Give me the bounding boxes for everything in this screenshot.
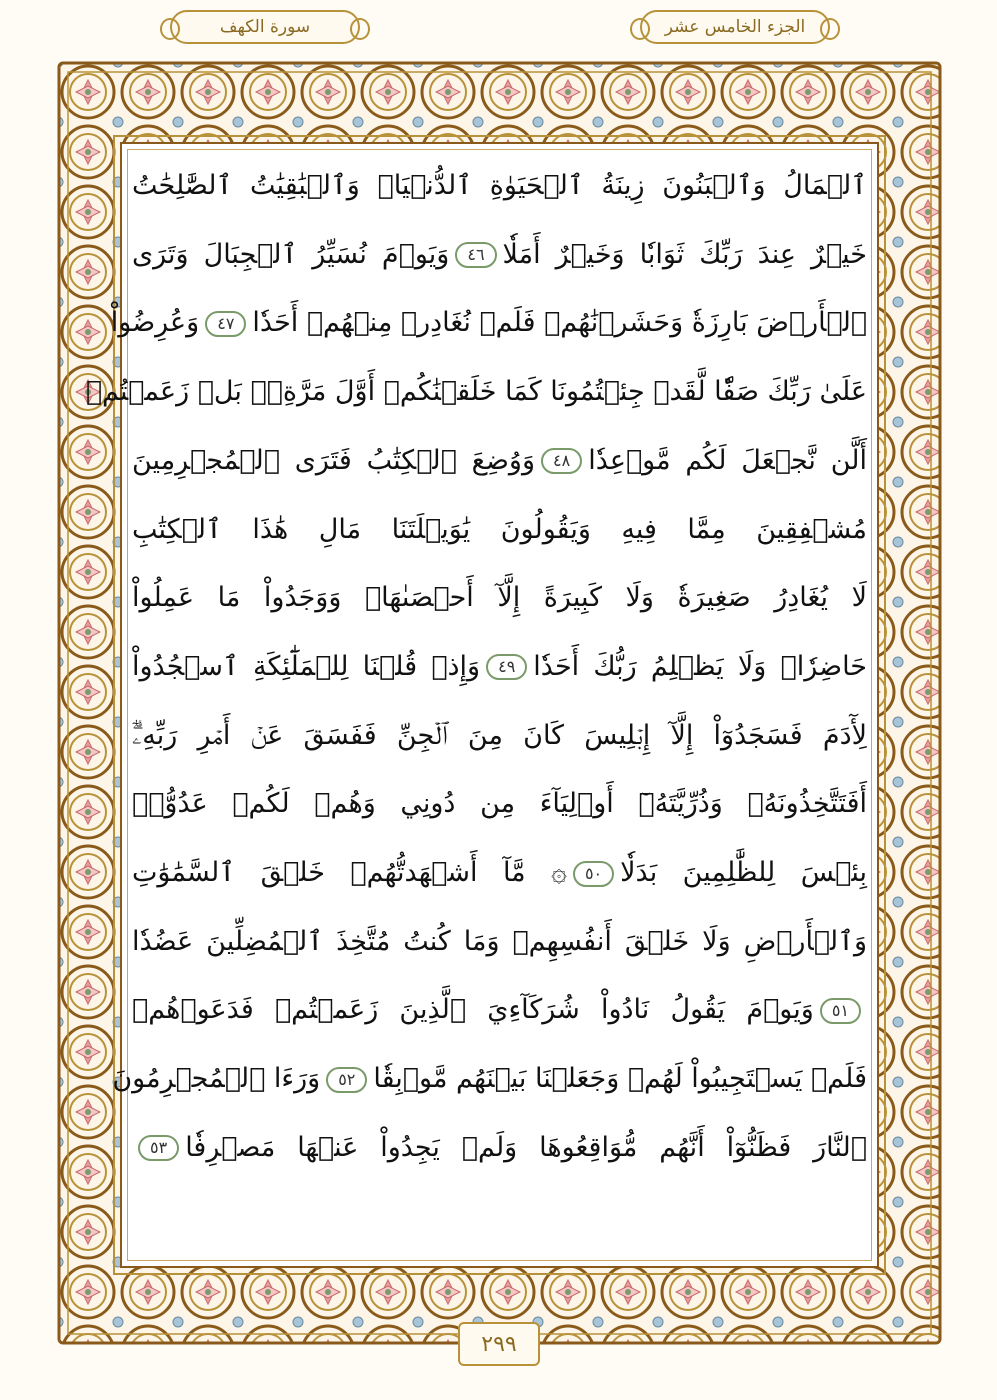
verse-text: فَلَمۡ يَسۡتَجِيبُواْ لَهُمۡ وَجَعَلۡنَا بَيۡنَهُم مَّوۡبِقٗا <box>373 1063 867 1095</box>
text-line <box>132 982 867 1038</box>
verse-text: وَٱلۡأَرۡضِ وَلَا خَلۡقَ أَنفُسِهِمۡ وَمَا كُنتُ مُتَّخِذَ ٱلۡمُضِلِّينَ عَضُدٗا <box>132 925 867 957</box>
ayah-number-marker: ٥٢ <box>326 1067 367 1093</box>
verse-text: وَعُرِضُواْ <box>110 307 200 339</box>
verse-text: لَا يُغَادِرُ صَغِيرَةٗ وَلَا كَبِيرَةً إِلَّآ أَحۡصَىٰهَاۚ وَوَجَدُواْ مَا عَمِلُواْ <box>132 582 867 614</box>
text-line <box>132 708 867 764</box>
verse-text: حَاضِرٗاۗ وَلَا يَظۡلِمُ رَبُّكَ أَحَدٗا <box>533 650 867 682</box>
verse-text: وَيَوۡمَ نُسَيِّرُ ٱلۡجِبَالَ وَتَرَى <box>132 238 450 270</box>
verse-text: بِئۡسَ لِلظَّٰلِمِينَ بَدَلٗا <box>620 857 868 888</box>
verse-text: وَوُضِعَ ٱلۡكِتَٰبُ فَتَرَى ٱلۡمُجۡرِمِينَ <box>132 444 535 476</box>
verse-text: أَفَتَتَّخِذُونَهُۥ وَذُرِّيَّتَهُۥٓ أَوۡلِيَآءَ مِن دُونِي وَهُمۡ لَكُمۡ عَدُوُّۢۚ <box>132 788 867 820</box>
text-line <box>132 639 867 695</box>
text-line <box>132 227 867 283</box>
verse-text: مُشۡفِقِينَ مِمَّا فِيهِ وَيَقُولُونَ يَٰوَيۡلَتَنَا مَالِ هَٰذَا ٱلۡكِتَٰبِ <box>132 513 867 545</box>
page-number <box>458 1322 540 1366</box>
text-line <box>132 776 867 832</box>
verse-text: وَيَوۡمَ يَقُولُ نَادُواْ شُرَكَآءِيَ ٱلَّذِينَ زَعَمۡتُمۡ فَدَعَوۡهُمۡ <box>132 994 814 1026</box>
surah-name-label: سورة الكهف <box>219 17 311 37</box>
verse-text: خَيۡرٌ عِندَ رَبِّكَ ثَوَابٗا وَخَيۡرٌ أَمَلٗا <box>502 238 867 270</box>
verse-text: ۞ مَّآ أَشۡهَدتُّهُمۡ خَلۡقَ ٱلسَّمَٰوَٰتِ <box>132 857 567 888</box>
text-line <box>132 914 867 970</box>
juz-name-header <box>640 10 830 44</box>
ayah-number-marker: ٥٣ <box>138 1135 179 1161</box>
text-line <box>112 1051 867 1107</box>
text-line <box>132 1120 867 1176</box>
verse-text: وَإِذۡ قُلۡنَا لِلۡمَلَٰٓئِكَةِ ٱسۡجُدُواْ <box>132 650 481 682</box>
verse-text: لِأٓدَمَ فَسَجَدُوٓاْ إِلَّآ إِبۡلِيسَ كَانَ مِنَ ٱلۡجِنِّ فَفَسَقَ عَنۡ أَمۡرِ رَبِّهِۦٓۗ <box>132 719 867 751</box>
ayah-number-marker: ٤٦ <box>455 242 496 268</box>
verse-text: أَلَّن نَّجۡعَلَ لَكُم مَّوۡعِدٗا <box>588 444 867 476</box>
verse-text: ٱلۡمَالُ وَٱلۡبَنُونَ زِينَةُ ٱلۡحَيَوٰةِ ٱلدُّنۡيَاۖ وَٱلۡبَٰقِيَٰتُ ٱلصَّٰلِحَٰتُ <box>132 170 867 201</box>
ayah-number-marker: ٤٩ <box>486 654 527 680</box>
verse-text: وَرَءَا ٱلۡمُجۡرِمُونَ <box>112 1063 321 1095</box>
ayah-number-marker: ٥١ <box>820 998 861 1024</box>
text-line <box>110 295 867 351</box>
ayah-number-marker: ٤٨ <box>541 448 582 474</box>
juz-name-label: الجزء الخامس عشر <box>664 17 806 37</box>
verse-text: عَلَىٰ رَبِّكَ صَفّٗا لَّقَدۡ جِئۡتُمُونَا كَمَا خَلَقۡنَٰكُمۡ أَوَّلَ مَرَّةِۭۚ بَلۡ زَعَمۡتُمۡ <box>85 376 867 408</box>
text-line <box>132 502 867 558</box>
text-line <box>132 845 867 901</box>
text-line <box>132 433 867 489</box>
verse-text: ٱلنَّارَ فَظَنُّوٓاْ أَنَّهُم مُّوَاقِعُوهَا وَلَمۡ يَجِدُواْ عَنۡهَا مَصۡرِفٗا <box>185 1131 867 1163</box>
verse-text: ٱلۡأَرۡضَ بَارِزَةٗ وَحَشَرۡنَٰهُمۡ فَلَمۡ نُغَادِرۡ مِنۡهُمۡ أَحَدٗا <box>252 307 867 339</box>
ayah-number-marker: ٥٠ <box>573 861 614 887</box>
text-line <box>132 570 867 626</box>
ayah-number-marker: ٤٧ <box>205 311 246 337</box>
text-line <box>85 364 867 420</box>
text-line <box>132 158 867 214</box>
surah-name-header <box>170 10 360 44</box>
page-number-label: ٢٩٩ <box>481 1331 517 1357</box>
